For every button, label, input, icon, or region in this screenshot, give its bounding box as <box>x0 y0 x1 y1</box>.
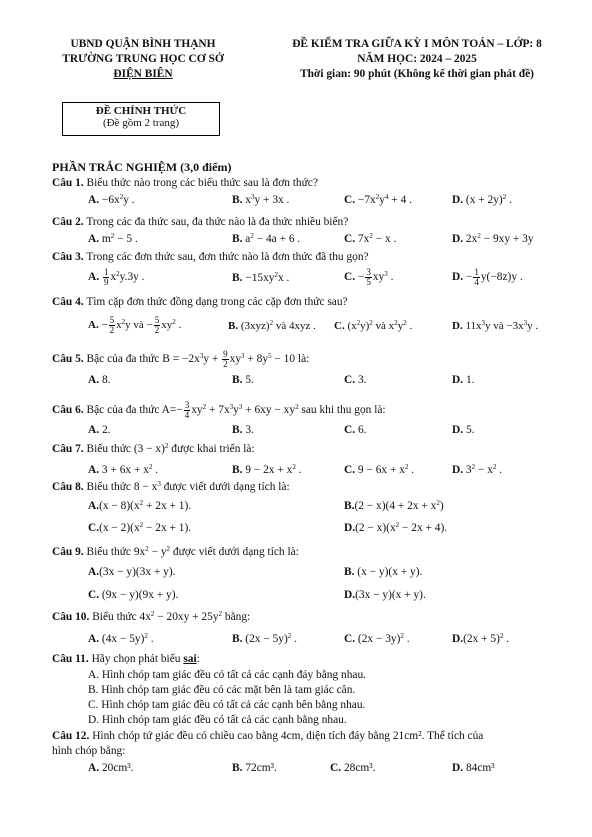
q6-option-a: A. 2. <box>88 424 111 436</box>
school-name: TRƯỜNG TRUNG HỌC CƠ SỞ <box>62 53 224 65</box>
q11-option-a: A. Hình chóp tam giác đều có tất cả các cạnh đáy bằng nhau. <box>88 669 367 681</box>
q5-option-d: D. 1. <box>452 374 475 386</box>
question-7: Câu 7. Biểu thức $(3 - x)^2$ được khai triển là: <box>52 442 255 455</box>
q12-option-d: D. 84cm³ <box>452 762 495 774</box>
school-district: UBND QUẬN BÌNH THẠNH <box>70 38 216 50</box>
question-10: Câu 10. Biểu thức $4x^2 - 20xy + 25y^2$ bằng: <box>52 610 251 623</box>
q3-option-b: B. $-15xy^2x$ . <box>232 271 290 284</box>
q9-option-b: B. (x − y)(x + y). <box>344 566 423 578</box>
question-5: Câu 5. Bậc của đa thức $B = -2x^3y$ + $\frac{9}{2}$ $xy^3 + 8y^5 - 10$ là: <box>52 349 310 369</box>
section-title: PHẦN TRẮC NGHIỆM (3,0 điểm) <box>52 160 232 174</box>
q5-option-b: B. 5. <box>232 374 254 386</box>
question-9: Câu 9. Biểu thức $9x^2 - y^2$ được viết dưới dạng tích là: <box>52 545 299 558</box>
q7-option-b: B. $9 - 2x + x^2$ . <box>232 463 302 476</box>
q2-option-d: D. $2x^2 - 9xy + 3y$ <box>452 232 534 245</box>
q6-option-c: C. 6. <box>344 424 367 436</box>
exam-title: ĐỀ KIỂM TRA GIỮA KỲ I MÔN TOÁN – LỚP: 8 <box>292 38 542 50</box>
q11-option-b: B. Hình chóp tam giác đều có các mặt bên là tam giác cân. <box>88 684 356 696</box>
q5-option-c: C. 3. <box>344 374 367 386</box>
q10-option-a: A. $(4x - 5y)^2$ . <box>88 632 154 645</box>
q1-option-b: B. $x^3y + 3x$ . <box>232 193 290 206</box>
q4-option-c: C. $(x^2y)^2$ và $x^2y^2$ . <box>334 319 413 332</box>
official-sub: (Đề gồm 2 trang) <box>102 117 180 129</box>
q9-option-c: C. (9x − y)(9x + y). <box>88 589 179 601</box>
q2-option-a: A. $m^2 - 5$ . <box>88 232 138 245</box>
q12-option-a: A. 20cm³. <box>88 762 134 774</box>
q3-option-c: C. − $\frac{3}{5}$ $xy^3$ . <box>344 267 394 287</box>
q9-option-a: A.(3x − y)(3x + y). <box>88 566 176 578</box>
school-year: NĂM HỌC: 2024 – 2025 <box>357 53 477 65</box>
q3-option-a: A. $\frac{1}{9}$ $x^2y.3y$ . <box>88 267 145 287</box>
q4-option-d: D. $11x^3y$ và $-3x^3y$ . <box>452 319 539 332</box>
question-8: Câu 8. Biểu thức $8 - x^3$ được viết dưới dạng tích là: <box>52 480 290 493</box>
official-exam-box <box>62 102 220 136</box>
q8-option-b: $B.(2 - x)(4 + 2x + x^2)$ <box>344 499 444 512</box>
q10-option-c: C. $(2x - 3y)^2$ . <box>344 632 410 645</box>
question-12-line2: hình chóp bằng: <box>52 745 126 757</box>
question-12: Câu 12. Hình chóp tứ giác đều có chiều cao bằng 4cm, diện tích đáy bằng 21cm². Thể tích của <box>52 730 484 742</box>
q7-option-c: C. $9 - 6x + x^2$ . <box>344 463 415 476</box>
question-4: Câu 4. Tìm cặp đơn thức đồng dạng trong các cặp đơn thức sau? <box>52 296 348 308</box>
q12-option-b: B. 72cm³. <box>232 762 277 774</box>
q1-option-c: C. $-7x^2y^4 + 4$ . <box>344 193 412 206</box>
q8-option-c: $C.(x - 2)(x^2 - 2x + 1)$. <box>88 521 192 534</box>
q10-option-b: B. $(2x - 5y)^2$ . <box>232 632 297 645</box>
q8-option-a: $A.(x - 8)(x^2 + 2x + 1)$. <box>88 499 192 512</box>
official-title: ĐỀ CHÍNH THỨC <box>95 105 187 117</box>
exam-duration: Thời gian: 90 phút (Không kể thời gian phát đề) <box>300 68 534 80</box>
question-3: Câu 3. Trong các đơn thức sau, đơn thức nào là đơn thức đã thu gọn? <box>52 251 369 263</box>
question-2: Câu 2. Trong các đa thức sau, đa thức nào là đa thức nhiều biến? <box>52 216 349 228</box>
q11-option-d: D. Hình chóp tam giác đều có tất cả các cạnh bằng nhau. <box>88 714 347 726</box>
q2-option-c: C. $7x^2 - x$ . <box>344 232 397 245</box>
q4-option-a: A. − $\frac{5}{2}$ $x^2y$ và − $\frac{5}{2}$ $xy^2$ . <box>88 315 182 335</box>
q11-option-c: C. Hình chóp tam giác đều có tất cả các cạnh bên bằng nhau. <box>88 699 366 711</box>
q2-option-b: B. $a^2 - 4a + 6$ . <box>232 232 301 245</box>
question-6: Câu 6. Bậc của đa thức A=− $\frac{3}{4}$ $xy^2 + 7x^3y^3 + 6xy - xy^2$ sau khi thu gọn là: <box>52 400 386 420</box>
q3-option-d: D. − $\frac{1}{4}$ y(−8z)y . <box>452 267 523 287</box>
q9-option-d: D.(3x − y)(x + y). <box>344 589 426 601</box>
q7-option-a: A. $3 + 6x + x^2$ . <box>88 463 159 476</box>
school-name-2: ĐIỆN BIÊN <box>113 68 173 80</box>
q1-option-d: D. $(x + 2y)^2$ . <box>452 193 512 206</box>
question-1: Câu 1. Biểu thức nào trong các biểu thức sau là đơn thức? <box>52 177 318 189</box>
q4-option-b: B. $(3xyz)^2$ và 4xyz . <box>228 319 316 332</box>
q10-option-d: $D.(2x + 5)^2$ . <box>452 632 510 645</box>
q6-option-d: D. 5. <box>452 424 475 436</box>
q6-option-b: B. 3. <box>232 424 254 436</box>
q1-option-a: A. $-6x^2y$ . <box>88 193 135 206</box>
q5-option-a: A. 8. <box>88 374 111 386</box>
question-11: Câu 11. Hãy chọn phát biểu sai: <box>52 653 200 665</box>
q12-option-c: C. 28cm³. <box>330 762 376 774</box>
q8-option-d: $D.(2 - x)(x^2 - 2x + 4)$. <box>344 521 448 534</box>
q7-option-d: D. $3^2 - x^2$ . <box>452 463 503 476</box>
